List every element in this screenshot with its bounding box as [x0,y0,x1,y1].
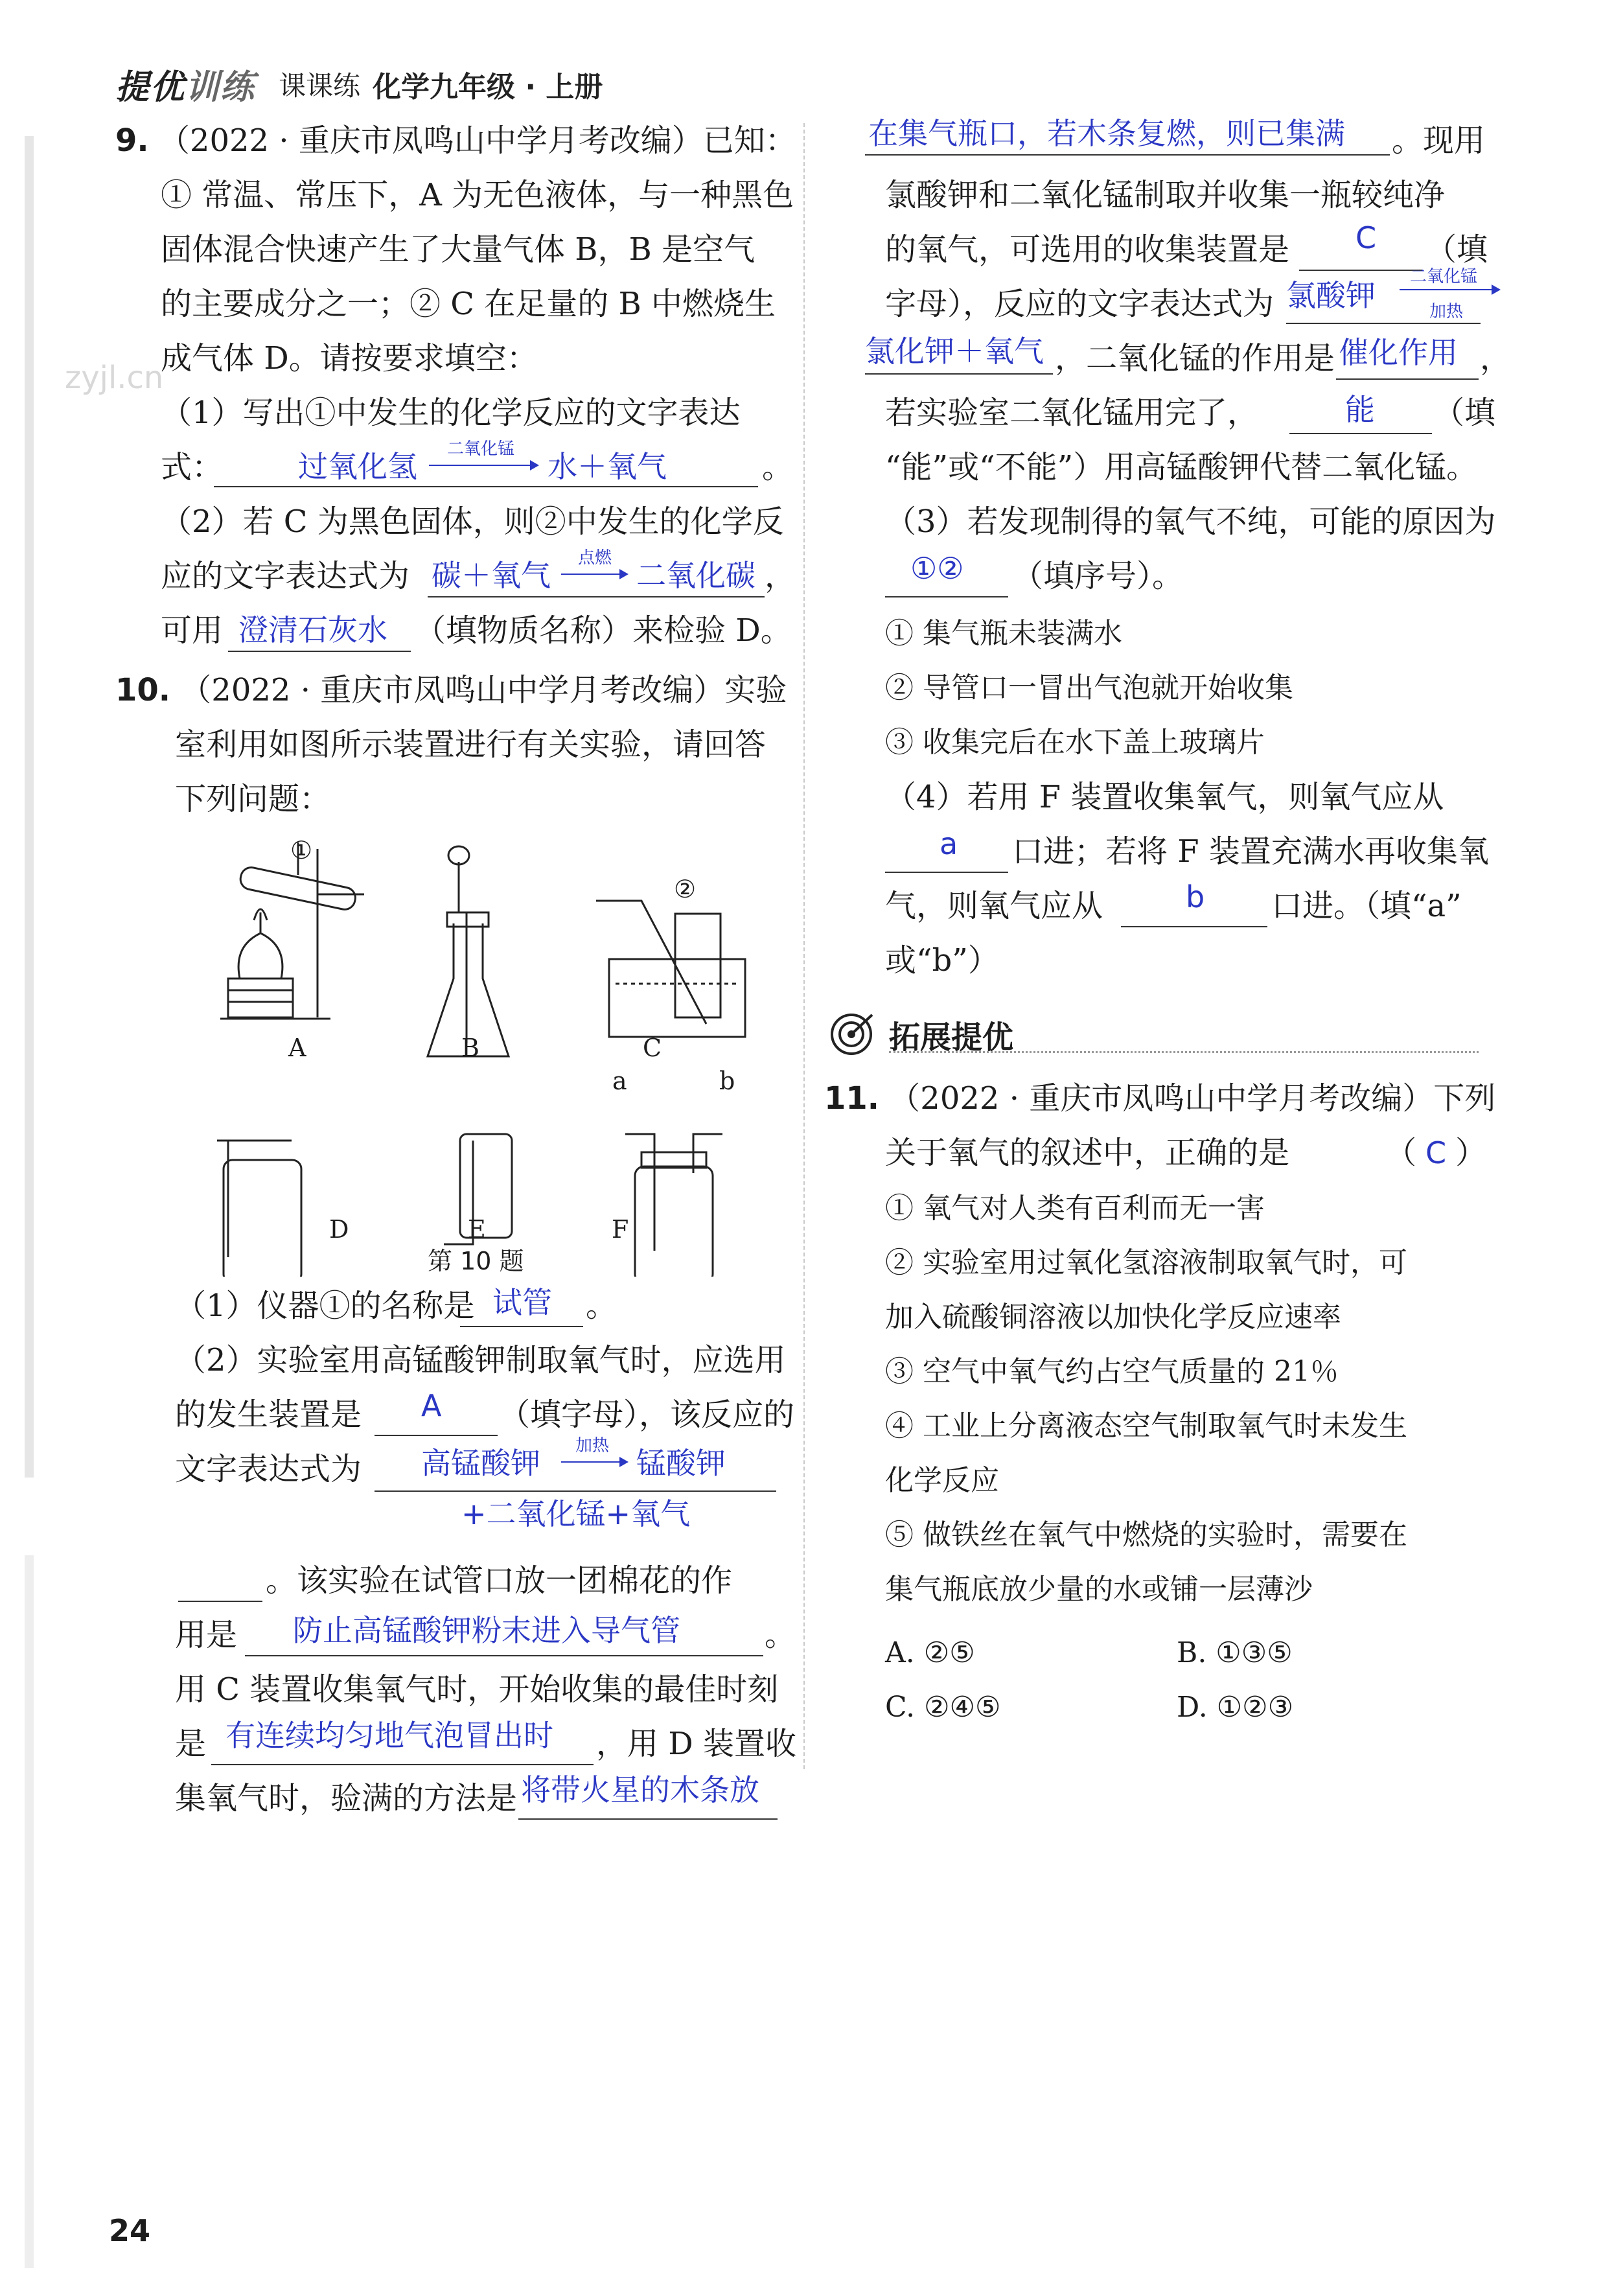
q9-p2-prefix: 应的文字表达式为 [161,558,410,594]
q11-statement-4b: 化学反应 [885,1464,999,1497]
header-title: 化学九年级 · 上册 [373,71,603,104]
q9-p3-ans: 澄清石灰水 [238,612,387,647]
q11-line-2: 关于氧气的叙述中，正确的是 [885,1135,1290,1171]
q10-r-equation-blank-2 [865,373,1053,375]
q9-p1-ans-right: 水＋氧气 [548,449,667,484]
q10-p2-line-5: 。该实验在试管口放一团棉花的作 [266,1562,733,1599]
q9-p2-line-1: （2）若 C 为黑色固体，则②中发生的化学反 [161,504,784,540]
q11-statement-1: ① 氧气对人类有百利而无一害 [885,1192,1265,1225]
q10-r-ans-collect: C [1355,220,1377,255]
q10-p2-line-3-prefix: 文字表达式为 [175,1451,362,1487]
figure-label-a: A [288,1034,306,1062]
q10-r-can-blank [1289,433,1432,434]
q11-statement-3: ③ 空气中氧气约占空气质量的 21％ [885,1355,1339,1388]
q10-r-ans-can: 能 [1345,392,1375,427]
q10-p1-suffix: 。 [586,1288,617,1324]
figure-c-trough [609,959,745,1037]
q10-p1-ans: 试管 [492,1285,552,1320]
column-divider [803,123,805,1769]
q9-p1-ans-cond: 二氧化锰 [447,439,515,459]
page-number: 24 [109,2213,151,2248]
q11-choice-b: B. ①③⑤ [1177,1636,1293,1669]
q10-p3-suffix: （填序号）。 [1012,558,1184,594]
q10-p2-time-blank [211,1764,594,1765]
q10-p3-option-1: ① 集气瓶未装满水 [885,617,1122,650]
q10-r-role-blank [1336,378,1479,380]
brand-a: 提优 [115,68,186,107]
q10-line-3: 下列问题： [175,781,331,817]
q10-p4-line-2-suffix: 口进；若将 F 装置充满水再收集氧 [1012,833,1489,870]
q11-text-1: （2022 · 重庆市凤鸣山中学月考改编）下列 [889,1080,1496,1117]
q11-line-1 [824,1076,1495,1121]
q11-choice-c: C. ②④⑤ [885,1691,1001,1724]
q10-p4-line-1: （4）若用 F 装置收集氧气，则氧气应从 [885,779,1444,815]
q9-p3-prefix: 可用 [161,612,224,649]
q9-line-6: （1）写出①中发生的化学反应的文字表达 [161,395,741,431]
target-icon [827,1010,876,1059]
q11-choice-a: A. ②⑤ [885,1636,975,1669]
q10-p2-line-7: 用 C 装置收集氧气时，开始收集的最佳时刻 [175,1671,779,1708]
q10-p2-ans-cotton: 防止高锰酸钾粉末进入导气管 [293,1613,680,1648]
q10-line-2: 室利用如图所示装置进行有关实验，请回答 [175,726,767,763]
q10-r-ans-right: 氯化钾＋氧气 [865,334,1044,369]
q9-line-3: 固体混合快速产生了大量气体 B，B 是空气 [161,231,755,268]
q10-p2-line-1: （2）实验室用高锰酸钾制取氧气时，应选用 [175,1342,786,1378]
q10-r-ans-full-2: 在集气瓶口，若木条复燃，则已集满 [868,116,1345,151]
q9-p1-answer-blank [214,486,758,487]
q10-r-line-3-prefix: 的氧气，可选用的收集装置是 [885,231,1290,268]
figure-mark-2: ② [674,875,697,903]
figure-label-e: E [468,1215,486,1244]
q9-line-5: 成气体 D。请按要求填空： [161,340,538,377]
q10-p3-option-2: ② 导管口一冒出气泡就开始收集 [885,671,1293,704]
q11-statement-5b: 集气瓶底放少量的水或铺一层薄沙 [885,1573,1313,1606]
q11-bracket-close: ） [1455,1135,1487,1171]
q10-r-line-1-suffix: 。现用 [1392,122,1486,159]
q9-p2-ans-cond: 点燃 [578,548,612,568]
q10-p1-prefix: （1）仪器①的名称是 [175,1288,475,1324]
q10-line-1 [115,667,787,713]
q10-r-ans-cond-top: 二氧化锰 [1410,267,1478,286]
q10-p3-option-3: ③ 收集完后在水下盖上玻璃片 [885,726,1265,759]
q10-r-line-5-mid: ，二氧化锰的作用是 [1055,340,1335,377]
q10-p3-ans: ①② [910,551,964,586]
q11-statement-5: ⑤ 做铁丝在氧气中燃烧的实验时，需要在 [885,1518,1407,1551]
q11-statement-4: ④ 工业上分离液态空气制取氧气时未发生 [885,1409,1407,1443]
q10-p4-ans-a: a [940,826,958,861]
q10-r-line-2: 氯酸钾和二氧化锰制取并收集一瓶较纯净 [885,177,1446,213]
q10-number: 10. [115,672,171,708]
figure-d-bottle [224,1160,301,1277]
q10-r-ans-role: 催化作用 [1339,335,1458,370]
figure-f-bottle [635,1166,713,1277]
q10-text-1: （2022 · 重庆市凤鸣山中学月考改编）实验 [180,672,787,708]
q11-choice-d: D. ①②③ [1177,1691,1294,1724]
q9-number: 9. [115,122,149,159]
figure-a-block [228,979,293,1017]
q10-p2-ans-left: 高锰酸钾 [421,1446,540,1481]
figure-label-f: F [612,1215,629,1244]
section-rule [889,1051,1479,1053]
figure-mark-a: a [612,1067,627,1095]
q10-p4-a-blank [885,872,1008,873]
q10-p2-line-8-prefix: 是 [175,1726,207,1762]
brand-b: 训练 [185,68,256,107]
q9-p1-suffix: 。 [762,449,794,485]
q11-answer-bracket [1385,1130,1486,1176]
q10-r-line-3-suffix: （填 [1425,231,1488,268]
figure-c-gas-bottle [675,914,721,1017]
q9-p2-answer-blank [428,596,765,597]
q10-p2-device-blank [375,1435,498,1436]
q10-p2-ans-line2: +二氧化锰+氧气 [461,1496,691,1531]
figure-label-d: D [329,1215,349,1244]
q9-p2-ans-right: 二氧化碳 [636,558,755,593]
figure-mark-b: b [719,1067,735,1095]
q10-p4-line-3-suffix: 口进。（填“a” [1271,888,1462,924]
q10-r-collect-blank [1299,270,1422,271]
q10-r-ans-left: 氯酸钾 [1286,278,1376,313]
q10-p2-line-6-suffix: 。 [765,1617,796,1653]
q11-number: 11. [824,1080,880,1117]
q10-p4-line-3-prefix: 气，则氧气应从 [885,888,1103,924]
figure-mark-1: ① [290,836,313,864]
q10-p2-ans-cond: 加热 [575,1436,610,1455]
q10-p1-answer-blank [460,1326,583,1327]
q10-p2-ans-right: 锰酸钾 [636,1446,726,1481]
q11-bracket-open: （ [1385,1135,1417,1171]
q10-r-full-blank [865,154,1390,156]
q10-p2-line-6-prefix: 用是 [175,1617,238,1653]
header-brand [115,60,255,108]
q10-p2-ans-full-1: 将带火星的木条放 [521,1772,759,1807]
q11-statement-2: ② 实验室用过氧化氢溶液制取氧气时，可 [885,1246,1407,1279]
q10-p3-line-1: （3）若发现制得的氧气不纯，可能的原因为 [885,504,1496,540]
q10-p2-line-8-suffix: ，用 D 装置收 [596,1726,797,1762]
q10-r-ans-cond-bottom: 加热 [1429,302,1464,321]
q10-p2-cotton-blank [245,1655,763,1656]
q10-p2-line-2-prefix: 的发生装置是 [175,1397,362,1433]
q9-p3-answer-blank [228,651,411,652]
page-edge-shadow-lower [25,1555,34,2268]
q9-p1-prefix: 式： [161,449,224,485]
q10-r-line-6-suffix: （填 [1433,395,1496,431]
q9-p1-arrow [429,465,536,466]
q9-p2-suffix: ， [765,558,796,594]
q10-p4-line-4: 或“b”） [885,942,999,979]
q11-statement-2b: 加入硫酸铜溶液以加快化学反应速率 [885,1301,1341,1334]
q10-p2-ans-device: A [421,1388,442,1423]
q9-p2-ans-left: 碳＋氧气 [432,558,551,593]
q10-p2-line-9-prefix: 集氧气时，验满的方法是 [175,1780,518,1816]
q10-p2-equation-blank-tail [178,1601,262,1602]
q10-p4-b-blank [1121,926,1267,927]
q10-p2-arrow [561,1461,626,1463]
q9-p3-suffix: （填物质名称）来检验 D。 [415,612,792,649]
header-sub: 课课练 [279,70,361,102]
q10-r-line-7: “能”或“不能”）用高锰酸钾代替二氧化锰。 [885,449,1478,485]
figure-label-c: C [643,1034,662,1062]
section-title: 拓展提优 [889,1019,1014,1056]
q10-p4-ans-b: b [1186,879,1205,914]
q10-p2-ans-time: 有连续均匀地气泡冒出时 [225,1718,553,1753]
q9-line-2: ① 常温、常压下，A 为无色液体，与一种黑色 [161,177,794,213]
q10-p3-answer-blank [885,596,1008,597]
q10-r-line-6-prefix: 若实验室二氧化锰用完了， [885,395,1259,431]
page-edge-shadow [25,136,34,1478]
q10-r-line-5-suffix: ， [1480,340,1512,377]
q9-text-1: （2022 · 重庆市凤鸣山中学月考改编）已知： [158,122,796,159]
q10-r-arrow [1400,289,1498,290]
q10-p2-line-2-suffix: （填字母），该反应的 [499,1397,795,1433]
watermark: zyjl.cn [65,360,164,396]
q10-r-line-4-prefix: 字母），反应的文字表达式为 [885,286,1274,322]
q9-p2-arrow [561,574,626,575]
q9-p1-ans-left: 过氧化氢 [298,449,417,484]
figure-a-alcohol-lamp [238,933,283,979]
figure-caption: 第 10 题 [428,1247,524,1275]
q10-p2-full-blank [518,1818,778,1820]
q10-r-equation-blank [1286,323,1481,324]
q9-line-4: 的主要成分之一；② C 在足量的 B 中燃烧生 [161,286,776,322]
q11-ans: C [1425,1135,1447,1170]
q9-line-1 [115,118,796,163]
figure-label-b: B [461,1034,479,1062]
